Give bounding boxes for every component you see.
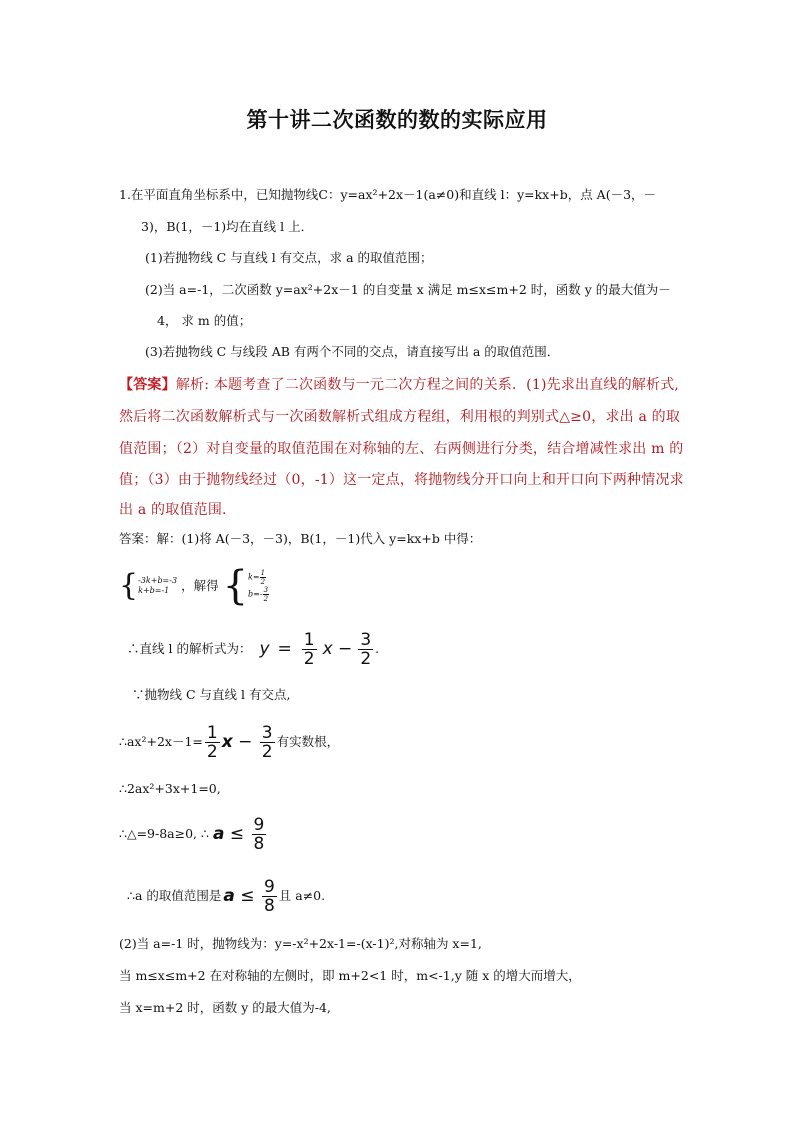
question-1: (1)若抛物线 C 与直线 l 有交点，求 a 的取值范围； [145, 250, 433, 265]
solve-word: ，解得 [181, 578, 219, 593]
question-3: (3)若抛物线 C 与线段 AB 有两个不同的交点，请直接写出 a 的取值范围． [145, 344, 560, 359]
analysis-line-3: 值范围；（2）对自变量的取值范围在对称轴的左、右两侧进行分类，结合增减性求出 m 的 [119, 441, 684, 457]
part2-line-3: 当 x=m+2 时，函数 y 的最大值为-4, [119, 1000, 331, 1015]
part2-line-1: (2)当 a=-1 时，抛物线为：y=-x²+2x-1=-(x-1)²,对称轴为 x=1, [119, 936, 482, 951]
analysis-text-1: 解析: 本题考查了二次函数与一元二次方程之间的关系．(1)先求出直线的解析式, [175, 377, 680, 393]
analysis-line-5: 出 a 的取值范围. [119, 502, 227, 518]
eq-prefix: ∴ax²+2x－1= [119, 734, 203, 749]
analysis-line-2: 然后将二次函数解析式与一次函数解析式组成方程组，利用根的判别式△≥0，求出 a 的取 [119, 409, 681, 425]
frac-den: 2 [261, 741, 273, 762]
sol-k-label: k= [248, 572, 260, 582]
fraction-half [302, 631, 317, 668]
range-line [127, 875, 325, 917]
fraction-three-halves-2 [260, 724, 275, 761]
sol-k-num: 1 [260, 569, 266, 577]
solution-system [222, 563, 269, 609]
delta-prefix: ∴△=9-8a≥0, ∴ [119, 826, 209, 841]
frac-den: 2 [206, 741, 218, 762]
sol-b-num: 3 [263, 586, 269, 594]
fraction-nine-eighths [252, 816, 267, 853]
part2-line-2: 当 m≤x≤m+2 在对称轴的左侧时，即 m+2<1 时，m<-1,y 随 x 的增大而增大， [119, 968, 581, 983]
a-symbol: a [212, 824, 225, 844]
frac-den: 8 [253, 833, 265, 854]
frac-den: 8 [263, 895, 275, 916]
system-eq-1: -3k+b=-3 [138, 576, 178, 585]
sol-k-den: 2 [260, 578, 266, 586]
fraction-three-halves [358, 631, 373, 668]
range-suffix: 且 a≠0. [278, 888, 326, 903]
page-title: 第十讲二次函数的数的实际应用 [246, 107, 548, 132]
eq-x: x [221, 732, 233, 752]
frac-num: 9 [253, 814, 265, 835]
discriminant-line [119, 813, 268, 855]
sol-b-den: 2 [263, 595, 269, 603]
line-expression [127, 628, 379, 670]
solution-intro: 答案：解：(1)将 A(－3，－3)，B(1，－1)代入 y=kx+b 中得： [119, 531, 482, 546]
system-eq-2: k+b=-1 [138, 586, 170, 595]
problem-stem-line-1: 1.在平面直角坐标系中，已知抛物线C：y=ax²+2x－1(a≠0)和直线 l：y=kx+b，点 A(－3，－ [119, 187, 657, 202]
fraction-nine-eighths-2 [262, 878, 277, 915]
frac-num: 3 [261, 722, 273, 743]
equation-system [119, 569, 177, 603]
line-expr-prefix: ∴直线 l 的解析式为： [127, 641, 252, 656]
left-brace-2: { [222, 563, 249, 609]
frac-num: 1 [206, 722, 218, 743]
line-end: . [375, 641, 380, 656]
line-y: y [259, 639, 270, 659]
le-symbol: ≤ [224, 824, 250, 844]
line-eq: = [277, 639, 292, 659]
frac-den: 2 [360, 648, 372, 669]
question-2-line-2: 4， 求 m 的值； [157, 313, 252, 328]
line-x-minus: x − [322, 639, 353, 659]
equation-system-row [119, 562, 269, 610]
range-prefix: ∴a 的取值范围是 [127, 888, 222, 903]
frac-num: 9 [263, 876, 275, 897]
eq-suffix: 有实数根， [276, 734, 340, 749]
quadratic-line: ∴2ax²+3x+1=0, [119, 781, 221, 796]
eq-minus: − [232, 732, 258, 752]
frac-num: 3 [360, 629, 372, 650]
frac-num: 1 [303, 629, 315, 650]
fraction-half-2 [205, 724, 220, 761]
because-line: ∵抛物线 C 与直线 l 有交点, [132, 687, 291, 702]
analysis-line-4: 值；（3）由于抛物线经过（0，-1）这一定点，将抛物线分开口向上和开口向下两种情况求 [119, 472, 684, 488]
left-brace: { [119, 568, 139, 603]
analysis-line-1 [119, 374, 679, 394]
frac-den: 2 [303, 648, 315, 669]
question-2-line-1: (2)当 a=-1，二次函数 y=ax²+2x－1 的自变量 x 满足 m≤x≤m+2 时，函数 y 的最大值为－ [145, 282, 671, 297]
problem-stem-line-2: 3)，B(1，－1)均在直线 l 上． [141, 219, 314, 234]
a-symbol-2: a [223, 886, 235, 906]
le-symbol-2: ≤ [234, 886, 260, 906]
answer-tag: 【答案】 [119, 377, 176, 393]
sol-b-label: b=- [248, 589, 263, 599]
intersection-equation [119, 721, 339, 763]
